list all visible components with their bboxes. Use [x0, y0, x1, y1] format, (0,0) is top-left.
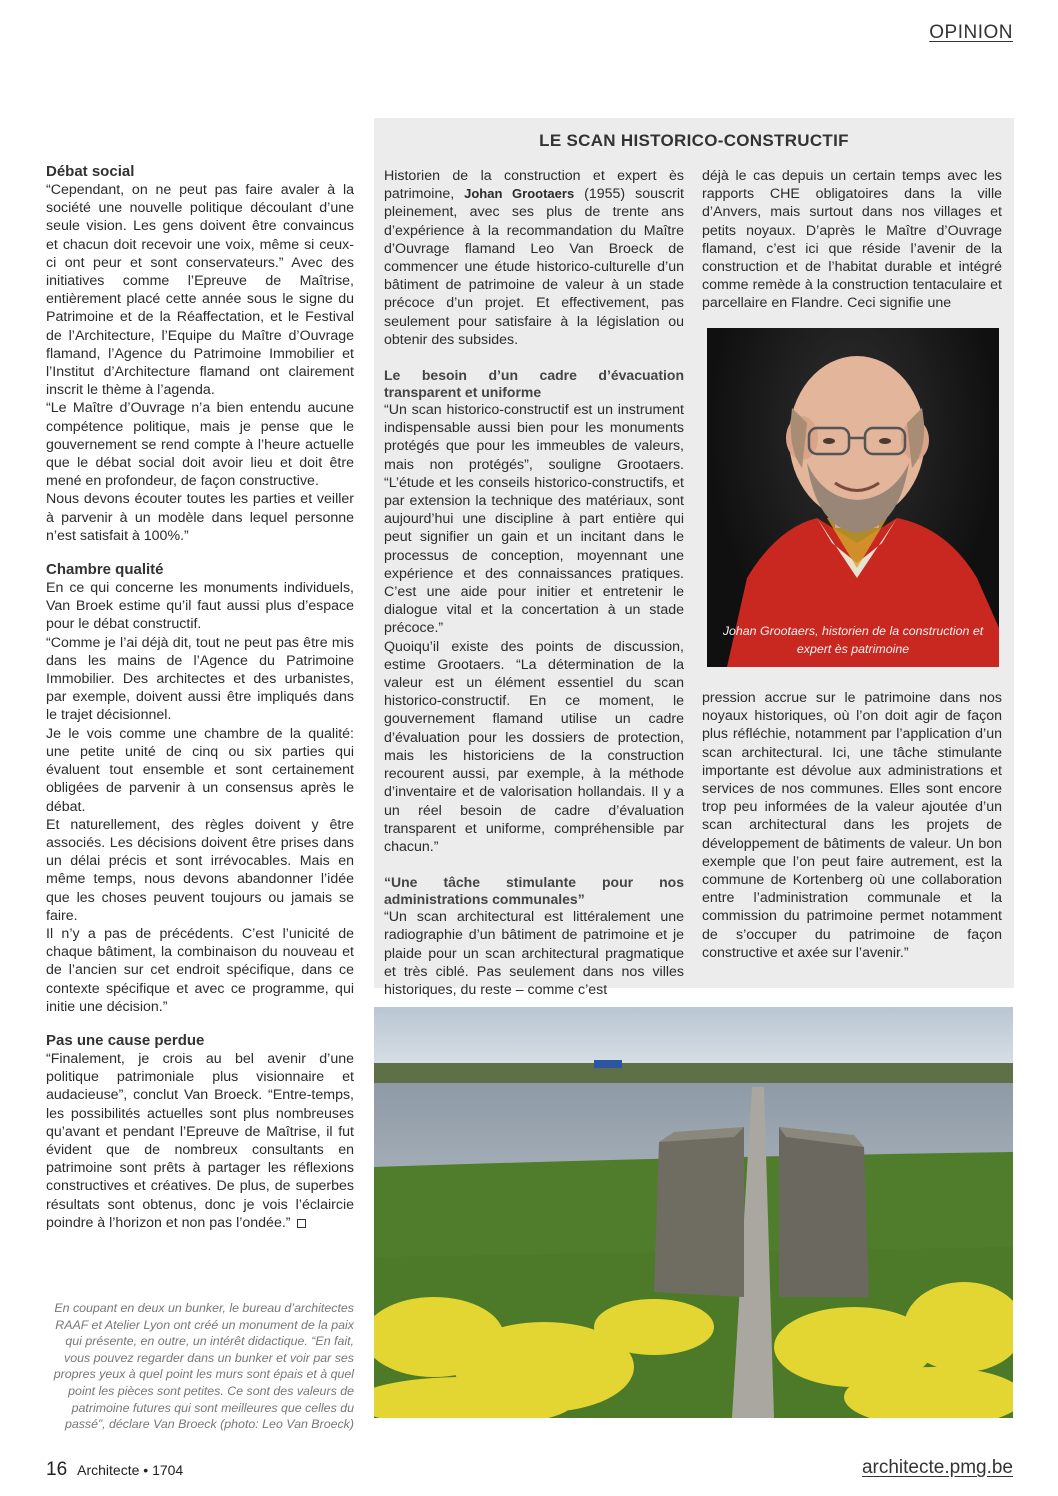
paragraph: Je le vois comme une chambre de la qualité: une petite unité de cinq ou six parties qui évaluent tout ensemble et sont certainement obligées de parvenir à un consensus après le débat.	[46, 725, 354, 815]
sidebar-title: LE SCAN HISTORICO-CONSTRUCTIF	[539, 131, 849, 150]
paragraph: En ce qui concerne les monuments individuels, Van Broek estime qu’il faut aussi plus d’espace pour le débat constructif.	[46, 580, 354, 633]
paragraph	[46, 1050, 354, 1232]
bunker-illustration	[374, 1007, 1013, 1418]
paragraph-text: (1955) souscrit pleinement, avec ses plus de trente ans d’expérience à la recommandation du Maître d’Ouvrage flamand Leo Van Broeck de commencer une étude historico-culturelle d’un bâtiment de patrimoine de valeur à un stade précoce d’un projet. Et effectivement, pas seulement pour satisfaire à la législation ou obtenir des subsides.	[384, 186, 684, 348]
portrait-caption: Johan Grootaers, historien de la construction et expert ès patrimoine	[722, 624, 984, 656]
section-tag: OPINION	[929, 22, 1013, 43]
subheading-debat-social: Débat social	[46, 163, 135, 180]
paragraph: Quoiqu’il existe des points de discussion, estime Grootaers. “La détermination de la valeur est un élément essentiel du scan historico-constructif. En ce moment, le gouvernement flamand utilise un cadre d’évaluation pour les dossiers de protection, mais les historiciens de la construction recourent aussi, par exemple, à la méthode d’inventaire et de valorisation hollandais. Il y a un réel besoin de cadre d’évaluation transparent et uniforme, compréhensible par chacun.”	[384, 638, 684, 855]
person-name: Johan Grootaers	[464, 186, 575, 202]
subheading-pas-une-cause-perdue: Pas une cause perdue	[46, 1031, 205, 1049]
paragraph	[384, 167, 684, 349]
paragraph: déjà le cas depuis un certain temps avec les rapports CHE obligatoires dans la ville d’Anvers, mais surtout dans nos villages et petits noyaux. D’après le Maître d’Ouvrage flamand, c’est ici que réside l’avenir de la construction et de l’habitat durable et intégré comme remède à la construction tentaculaire et parcellaire en Flandre. Ceci signifie une	[702, 168, 1002, 312]
paragraph: “Comme je l’ai déjà dit, tout ne peut pas être mis dans les mains de l’Agence du Patrimoine Immobilier. Des architectes et des urbanistes, par exemple, doivent aussi être impliqués dans le trajet décisionnel.	[46, 634, 354, 724]
paragraph: Nous devons écouter toutes les parties et veiller à parvenir à un modèle dans lequel personne n’est satisfait à 100%.”	[46, 491, 354, 544]
magazine-issue: Architecte • 1704	[77, 1462, 184, 1478]
subheading-cadre-evaluation: Le besoin d’un cadre d’évacuation transparent et uniforme	[384, 367, 684, 401]
footer-left	[46, 1459, 183, 1481]
subheading-chambre-qualite: Chambre qualité	[46, 561, 164, 579]
paragraph-text: Historien de la construction et expert ès patrimoine,	[384, 168, 684, 203]
paragraph: “Un scan architectural est littéralement une radiographie d’un bâtiment de patrimoine et je plaide pour un scan architectural pragmatique et très ciblé. Pas seulement dans nos villes historiques, du reste – comme c’est	[384, 909, 684, 998]
paragraph-text: “Finalement, je crois au bel avenir d’une politique patrimoniale plus visionnaire et audacieuse”, conclut Van Broeck. “Entre-temps, les possibilités actuelles sont plus nombreuses qu’avant et pendant l’Epreuve de Maîtrise, il fut évident que de nombreux consultants en patrimoine sont prêts à partager les réflexions constructives et créatives. De plus, de superbes résultats sont obtenus, donc je vois l’éclaircie poindre à l’horizon et non pas l’ondée.”	[46, 1050, 354, 1231]
sidebar-column-2-bottom	[702, 689, 1002, 962]
paragraph: “Cependant, on ne peut pas faire avaler à la société une nouvelle politique découlant d’une seule vision. Les gens doivent être convaincus et chacun doit recevoir une voix, même si ceux-ci ont peur et sont conservateurs.” Avec des initiatives comme l’Epreuve de Maîtrise, entièrement placé cette année sous le signe du Patrimoine et de la Réaffectation, et le Festival de l’Architecture, l’Equipe du Maître d’Ouvrage flamand, l’Agence du Patrimoine Immobilier et l’Institut d’Architecture flamand ont clairement inscrit le thème à l’agenda.	[46, 182, 354, 399]
paragraph: pression accrue sur le patrimoine dans nos noyaux historiques, où l’on doit agir de façon plus réfléchie, notamment par l’application d’un scan architectural. Ici, une tâche stimulante importante est dévolue aux administrations et services de nos communes. Elles sont encore trop peu informées de la valeur ajoutée d’un scan architectural dans les projets de développement de bâtiments de valeur. Un bon exemple que l’on peut faire autrement, est la commune de Kortenberg où une collaboration entre l’administration communale et la commission du patrimoine permet notamment de s’occuper du patrimoine de façon constructive et axée sur l’avenir.”	[702, 690, 1002, 961]
sidebar-column-2-top	[702, 167, 1002, 313]
subheading-tache-stimulante: “Une tâche stimulante pour nos administrations communales”	[384, 874, 684, 908]
website-link[interactable]: architecte.pmg.be	[861, 1457, 1013, 1478]
sidebar-column-1	[384, 167, 684, 999]
left-column	[46, 163, 354, 1232]
paragraph: “Un scan historico-constructif est un instrument indispensable aussi bien pour les monuments protégés que pour les immeubles de valeurs, mais non protégés”, souligne Grootaers. “L’étude et les conseils historico-constructifs, et par extension la technique des matériaux, sont aujourd’hui une discipline à part entière qui peut signifier un gain et un incitant dans le processus de conception, moyennant une expérience et des connaissances pratiques. C’est une aide pour initier et entretenir le dialogue vital et la concertation à un stade précoce.”	[384, 402, 684, 637]
bunker-landscape-photo	[374, 1007, 1013, 1418]
paragraph: Et naturellement, des règles doivent y être associés. Les décisions doivent être prises dans un délai précis et sont irrévocables. Mais en même temps, nous devons abandonner l’idée que les choses peuvent toujours ou jamais se faire.	[46, 816, 354, 924]
bunker-photo-caption: En coupant en deux un bunker, le bureau d’architectes RAAF et Atelier Lyon ont créé un monument de la paix qui présente, en outre, un intérêt didactique. “En fait, vous pouvez regarder dans un bunker et voir par ses propres yeux à quel point les murs sont épais et à quel point les pièces sont petites. Ce sont des valeurs de patrimoine futures qui sont meilleures que celles du passé”, déclare Van Broeck (photo: Leo Van Broeck)	[53, 1301, 354, 1432]
portrait-photo	[707, 328, 999, 667]
end-mark-icon	[297, 1219, 306, 1228]
portrait-illustration	[707, 328, 999, 667]
paragraph: Il n’y a pas de précédents. C’est l’unicité de chaque bâtiment, la combinaison du nouveau et de l’ancien sur cet endroit spécifique, dans ce contexte spécifique et avec ce programme, qui initie une décision.”	[46, 925, 354, 1015]
paragraph: “Le Maître d’Ouvrage n’a bien entendu aucune compétence politique, mais je pense que le gouvernement se rend compte à l’heure actuelle que le débat social doit avoir lieu et doit être mené en profondeur, de façon constructive.	[46, 400, 354, 490]
page-number: 16	[46, 1459, 68, 1480]
